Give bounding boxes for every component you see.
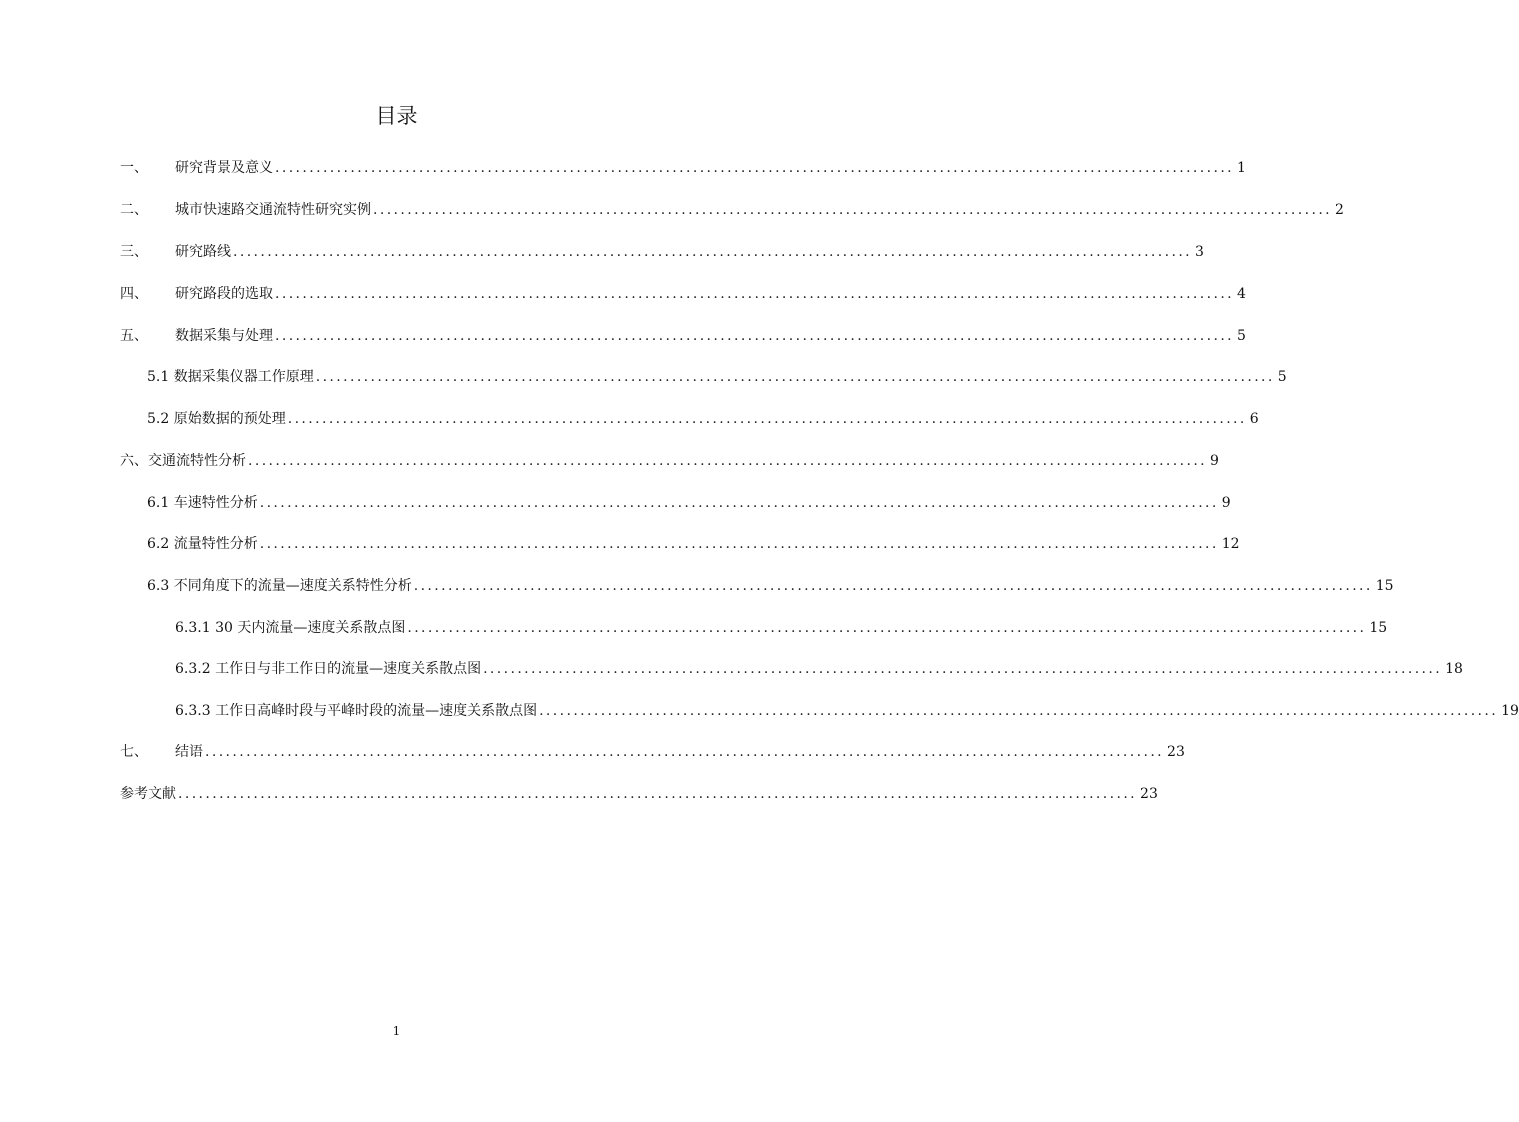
toc-entry-5-2[interactable] xyxy=(147,408,1259,430)
toc-leader-dots: ............................................................................................................................................ xyxy=(407,620,1367,636)
toc-entry-2[interactable] xyxy=(120,199,1344,221)
toc-entry-page: 12 xyxy=(1221,536,1240,552)
toc-entry-6-3-1[interactable] xyxy=(175,617,1388,639)
toc-entry-title: 5.2 原始数据的预处理 xyxy=(147,411,286,427)
toc-entry-title: 研究路段的选取 xyxy=(175,286,273,302)
toc-entry-5-1[interactable] xyxy=(147,366,1287,388)
toc-entry-number: 三、 xyxy=(120,244,148,260)
toc-entry-title: 5.1 数据采集仪器工作原理 xyxy=(147,369,314,385)
toc-entry-title: 6.2 流量特性分析 xyxy=(147,536,258,552)
page-number: 1 xyxy=(392,1024,401,1038)
toc-leader-dots: ............................................................................................................................................ xyxy=(248,453,1208,469)
toc-entry-title: 6.3 不同角度下的流量—速度关系特性分析 xyxy=(147,578,412,594)
toc-leader-dots: ............................................................................................................................................ xyxy=(539,703,1499,719)
toc-entry-6-1[interactable] xyxy=(147,492,1231,514)
toc-entry-page: 1 xyxy=(1237,160,1246,176)
toc-leader-dots: ............................................................................................................................................ xyxy=(413,578,1373,594)
toc-entry-page: 15 xyxy=(1375,578,1394,594)
toc-entry-7[interactable] xyxy=(120,741,1185,763)
toc-entry-title: 参考文献 xyxy=(120,786,176,802)
toc-entry-title: 6.3.2 工作日与非工作日的流量—速度关系散点图 xyxy=(175,661,482,677)
toc-entry-page: 3 xyxy=(1195,244,1204,260)
toc-leader-dots: ............................................................................................................................................ xyxy=(315,369,1275,385)
toc-entry-title: 城市快速路交通流特性研究实例 xyxy=(175,202,371,218)
toc-entry-6[interactable] xyxy=(120,450,1219,472)
toc-entry-1[interactable] xyxy=(120,157,1246,179)
toc-title: 目录 xyxy=(375,104,418,128)
toc-entry-number: 一、 xyxy=(120,160,148,176)
toc-leader-dots: ............................................................................................................................................ xyxy=(259,536,1219,552)
toc-entry-page: 19 xyxy=(1501,703,1519,719)
toc-entry-page: 5 xyxy=(1237,328,1246,344)
toc-entry-page: 4 xyxy=(1237,286,1246,302)
toc-entry-number: 五、 xyxy=(120,328,148,344)
toc-entry-title: 6.3.3 工作日高峰时段与平峰时段的流量—速度关系散点图 xyxy=(175,703,538,719)
toc-entry-page: 23 xyxy=(1167,744,1185,760)
toc-entry-page: 6 xyxy=(1249,411,1259,427)
toc-leader-dots: ............................................................................................................................................ xyxy=(178,786,1138,802)
toc-entry-title: 研究路线 xyxy=(175,244,231,260)
toc-leader-dots: ............................................................................................................................................ xyxy=(275,160,1235,176)
toc-entry-page: 9 xyxy=(1221,495,1231,511)
toc-leader-dots: ............................................................................................................................................ xyxy=(275,286,1235,302)
toc-entry-page: 2 xyxy=(1335,202,1344,218)
toc-entry-5[interactable] xyxy=(120,325,1246,347)
toc-leader-dots: ............................................................................................................................................ xyxy=(205,744,1165,760)
toc-entry-title: 结语 xyxy=(175,744,203,760)
toc-entry-number: 七、 xyxy=(120,744,148,760)
toc-entry-number: 二、 xyxy=(120,202,148,218)
toc-entry-title: 数据采集与处理 xyxy=(175,328,273,344)
toc-leader-dots: ............................................................................................................................................ xyxy=(483,661,1443,677)
toc-entry-6-3-2[interactable] xyxy=(175,658,1463,680)
toc-entry-4[interactable] xyxy=(120,283,1246,305)
toc-leader-dots: ............................................................................................................................................ xyxy=(373,202,1333,218)
toc-entry-title: 研究背景及意义 xyxy=(175,160,273,176)
toc-entry-6-3[interactable] xyxy=(147,575,1394,597)
toc-entry-page: 18 xyxy=(1445,661,1463,677)
toc-entry-page: 5 xyxy=(1277,369,1287,385)
toc-leader-dots: ............................................................................................................................................ xyxy=(259,495,1219,511)
toc-entry-6-2[interactable] xyxy=(147,533,1240,555)
toc-entry-3[interactable] xyxy=(120,241,1204,263)
toc-entry-6-3-3[interactable] xyxy=(175,700,1519,722)
toc-entry-title: 六、交通流特性分析 xyxy=(120,453,246,469)
toc-entry-number: 四、 xyxy=(120,286,148,302)
toc-leader-dots: ............................................................................................................................................ xyxy=(275,328,1235,344)
toc-entry-title: 6.1 车速特性分析 xyxy=(147,495,258,511)
toc-entry-page: 9 xyxy=(1210,453,1219,469)
toc-entry-references[interactable] xyxy=(120,783,1158,805)
toc-entry-page: 15 xyxy=(1369,620,1388,636)
toc-leader-dots: ............................................................................................................................................ xyxy=(233,244,1193,260)
toc-entry-title: 6.3.1 30 天内流量—速度关系散点图 xyxy=(175,620,406,636)
toc-entry-page: 23 xyxy=(1140,786,1158,802)
toc-leader-dots: ............................................................................................................................................ xyxy=(287,411,1247,427)
